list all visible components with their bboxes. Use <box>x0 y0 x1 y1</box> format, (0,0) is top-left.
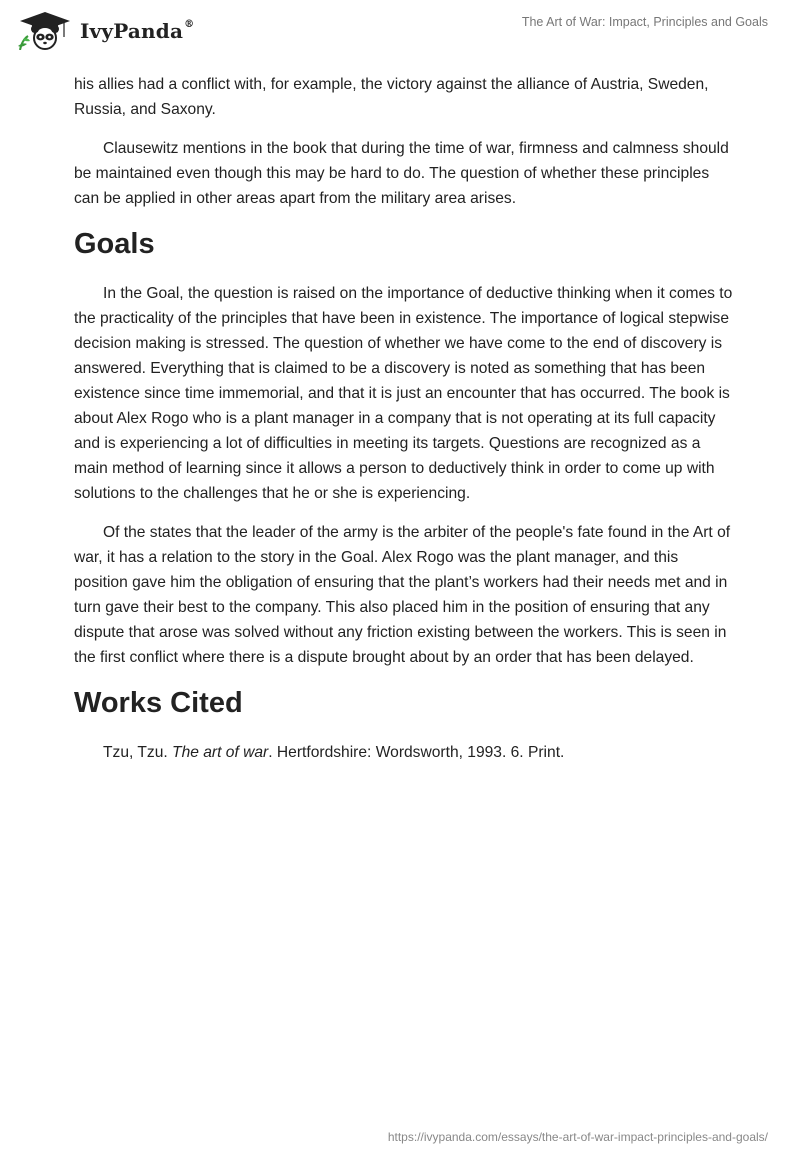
citation-title: The art of war <box>172 744 269 761</box>
citation-entry <box>74 740 734 765</box>
paragraph-goal-leader: Of the states that the leader of the army is the arbiter of the people's fate found in the Art of war, it has a relation to the story in the Goal. Alex Rogo was the plant manager, and this position gave him the obligation of ensuring that the plant’s workers had their needs met and in turn gave their best to the company. This also placed him in the position of ensuring that any dispute that arose was solved without any friction existing between the workers. This is seen in the first conflict where there is a dispute brought about by an order that has been delayed. <box>74 524 731 666</box>
goals-heading: Goals <box>74 228 155 260</box>
paragraph-continuation: his allies had a conflict with, for example, the victory against the alliance of Austria, Sweden, Russia, and Saxony. <box>74 76 709 118</box>
citation-details: . Hertfordshire: Wordsworth, 1993. 6. Print. <box>268 744 565 761</box>
article-body <box>74 72 734 779</box>
paragraph-clausewitz: Clausewitz mentions in the book that during the time of war, firmness and calmness should be maintained even though this may be hard to do. The question of whether these principles can be applied in other areas apart from the military area arises. <box>74 140 729 207</box>
paragraph-goal-deductive: In the Goal, the question is raised on the importance of deductive thinking when it comes to the practicality of the principles that have been in existence. The importance of logical stepwise decision making is stressed. The question of whether we have come to the end of discovery is answered. Everything that is claimed to be a discovery is noted as something that has been existence since time immemorial, and that it is just an encounter that has occurred. The book is about Alex Rogo who is a plant manager in a company that is not operating at its full capacity and is experiencing a lot of difficulties in meeting its targets. Questions are recognized as a main method of learning since it allows a person to deductively think in order to come up with solutions to the challenges that he or she is experiencing. <box>74 285 733 502</box>
trademark-symbol: ® <box>184 19 195 31</box>
panda-graduate-icon <box>14 10 74 50</box>
page-header <box>0 0 800 70</box>
ivypanda-logo[interactable] <box>14 10 194 50</box>
works-cited-heading: Works Cited <box>74 687 243 719</box>
running-title: The Art of War: Impact, Principles and Goals <box>521 15 768 29</box>
source-url[interactable]: https://ivypanda.com/essays/the-art-of-war-impact-principles-and-goals/ <box>387 1130 768 1144</box>
brand-name: IvyPanda® <box>80 19 195 43</box>
citation-author: Tzu, Tzu. <box>103 744 173 761</box>
